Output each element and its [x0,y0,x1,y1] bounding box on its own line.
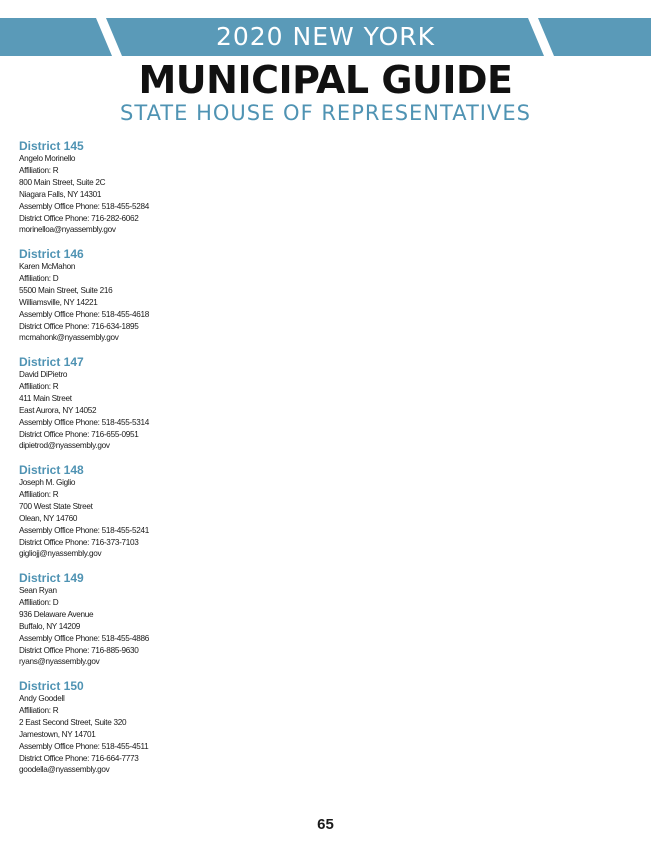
district-phone: District Office Phone: 716-655-0951 [19,429,139,439]
email: goodella@nyassembly.gov [19,765,110,775]
email: ryans@nyassembly.gov [19,657,100,667]
district-heading: District 147 [19,355,84,369]
list-item [19,139,319,247]
representative-name: Sean Ryan [19,586,57,595]
address-line-1: 2 East Second Street, Suite 320 [19,717,127,727]
header-banner [0,18,651,56]
address-line-1: 5500 Main Street, Suite 216 [19,285,113,295]
list-item [19,679,319,787]
district-phone: District Office Phone: 716-664-7773 [19,753,139,763]
list-item [19,463,319,571]
address-line-1: 936 Delaware Avenue [19,609,94,619]
assembly-phone: Assembly Office Phone: 518-455-4511 [19,741,149,751]
list-item [19,355,319,463]
address-line-1: 700 West State Street [19,501,93,511]
affiliation: Affiliation: R [19,705,59,715]
address-line-2: Williamsville, NY 14221 [19,297,98,307]
address-line-2: Buffalo, NY 14209 [19,621,81,631]
affiliation: Affiliation: D [19,273,59,283]
assembly-phone: Assembly Office Phone: 518-455-4886 [19,633,149,643]
affiliation: Affiliation: R [19,165,59,175]
assembly-phone: Assembly Office Phone: 518-455-5314 [19,417,149,427]
affiliation: Affiliation: R [19,381,59,391]
representative-name: Karen McMahon [19,262,76,271]
representative-name: Angelo Morinello [19,154,76,163]
representative-name: David DiPietro [19,370,68,379]
address-line-1: 411 Main Street [19,393,72,403]
assembly-phone: Assembly Office Phone: 518-455-5284 [19,201,149,211]
email: dipietrod@nyassembly.gov [19,441,110,451]
address-line-1: 800 Main Street, Suite 2C [19,177,106,187]
representatives-list [19,139,319,787]
district-heading: District 146 [19,247,84,261]
representative-name: Joseph M. Giglio [19,478,76,487]
email: gigliojj@nyassembly.gov [19,549,102,559]
representative-name: Andy Goodell [19,694,65,703]
page-title: MUNICIPAL GUIDE [138,58,513,102]
address-line-2: Niagara Falls, NY 14301 [19,189,102,199]
district-heading: District 145 [19,139,84,153]
list-item [19,247,319,355]
banner-title: 2020 NEW YORK [215,22,436,51]
district-heading: District 148 [19,463,84,477]
address-line-2: Jamestown, NY 14701 [19,729,96,739]
email: mcmahonk@nyassembly.gov [19,333,119,343]
email: morinelloa@nyassembly.gov [19,225,116,235]
district-heading: District 149 [19,571,84,585]
affiliation: Affiliation: D [19,597,59,607]
affiliation: Affiliation: R [19,489,59,499]
address-line-2: Olean, NY 14760 [19,513,78,523]
district-phone: District Office Phone: 716-373-7103 [19,537,139,547]
district-phone: District Office Phone: 716-885-9630 [19,645,139,655]
list-item [19,571,319,679]
page-number: 65 [317,816,334,833]
district-phone: District Office Phone: 716-634-1895 [19,321,139,331]
district-heading: District 150 [19,679,84,693]
assembly-phone: Assembly Office Phone: 518-455-4618 [19,309,149,319]
assembly-phone: Assembly Office Phone: 518-455-5241 [19,525,149,535]
address-line-2: East Aurora, NY 14052 [19,405,97,415]
district-phone: District Office Phone: 716-282-6062 [19,213,139,223]
page-subtitle: STATE HOUSE OF REPRESENTATIVES [120,101,531,125]
